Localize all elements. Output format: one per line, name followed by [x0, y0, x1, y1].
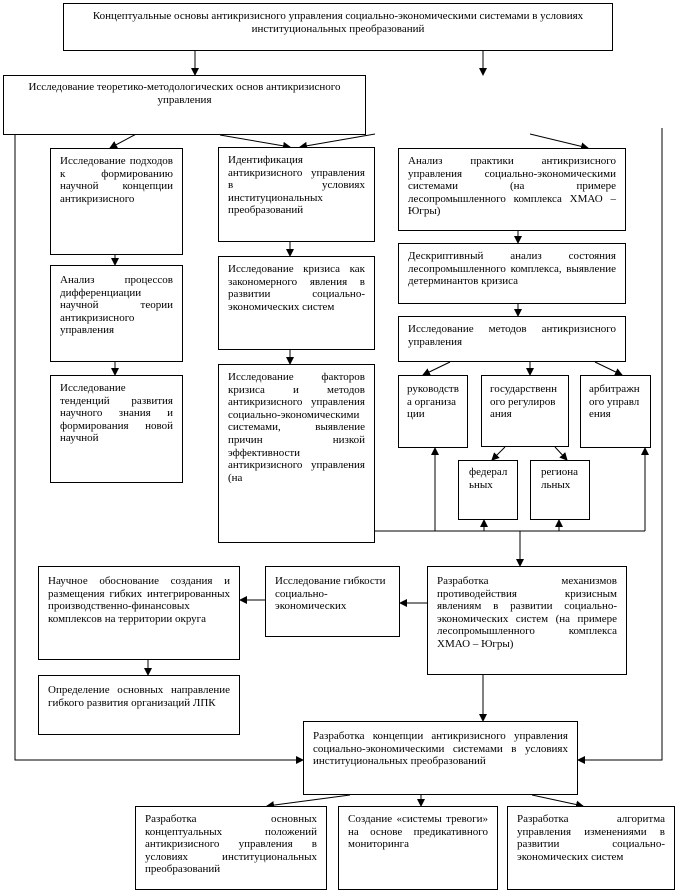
node-state-regulation: государственного регулирования	[481, 375, 569, 447]
node-regional: региональных	[530, 460, 590, 520]
node-practice: Анализ практики антикризисного управления социально-экономическими системами (на примере лесопромышленного комплекса ХМАО – Югры)	[398, 148, 626, 231]
arrow-state-to-regional	[555, 447, 567, 460]
node-crisis-factors: Исследование факторов кризиса и методов антикризисного управления социально-экономическими системами, выявление причин низкой эффективности антикризисного управления (на	[218, 364, 375, 543]
arrow-methods-to-management	[423, 362, 450, 375]
arrow-to-identification-right	[300, 134, 375, 147]
arrow-state-to-federal	[492, 447, 505, 460]
node-top: Концептуальные основы антикризисного управления социально-экономическими системами в условиях институциональных преобразований	[63, 3, 613, 51]
node-federal: федеральных	[458, 460, 518, 520]
arrow-research-to-identification	[220, 135, 290, 147]
node-crisis-regular: Исследование кризиса как закономерного явления в развитии социально-экономических систем	[218, 256, 375, 350]
arrow-to-practice	[530, 134, 588, 148]
node-alarm-system: Создание «системы тревоги» на основе предикативного мониторинга	[338, 806, 498, 890]
node-approaches: Исследование подходов к формированию научной концепции антикризисного	[50, 148, 183, 255]
node-concept-development: Разработка концепции антикризисного управления социально-экономическими системами в условиях институциональных преобразований	[303, 721, 578, 795]
node-arbitration: арбитражного управления	[580, 375, 651, 448]
node-identification: Идентификация антикризисного управления в условиях институциональных преобразований	[218, 147, 375, 242]
node-justification: Научное обоснование создания и размещения гибких интегрированных производственно-финансовых комплексов на территории округа	[38, 566, 240, 660]
arrow-methods-to-arbitration	[595, 362, 622, 375]
node-trends: Исследование тенденций развития научного знания и формирования новой научной	[50, 375, 183, 483]
node-algorithm: Разработка алгоритма управления изменениями в развитии социально-экономических систем	[507, 806, 675, 890]
node-differentiation: Анализ процессов дифференциации научной теории антикризисного управления	[50, 265, 183, 362]
node-directions: Определение основных направление гибкого развития организаций ЛПК	[38, 675, 240, 735]
node-management: руководства организации	[398, 375, 468, 448]
node-mechanisms: Разработка механизмов противодействия кризисным явлениям в развитии социально-экономических систем (на примере лесопромышленного комплекса ХМАО – Югры)	[427, 566, 627, 675]
node-research-methods: Исследование теоретико-методологических основ антикризисного управления	[3, 75, 366, 135]
node-methods-study: Исследование методов антикризисного управления	[398, 316, 626, 362]
node-descriptive: Дескриптивный анализ состояния лесопромышленного комплекса, выявление детерминантов кризиса	[398, 243, 626, 304]
arrow-concept-to-provisions	[267, 795, 350, 806]
node-flexibility: Исследование гибкости социально-экономических	[265, 566, 400, 637]
arrow-concept-to-algorithm	[532, 795, 583, 806]
node-provisions: Разработка основных концептуальных положений антикризисного управления в условиях институциональных преобразований	[135, 806, 327, 890]
